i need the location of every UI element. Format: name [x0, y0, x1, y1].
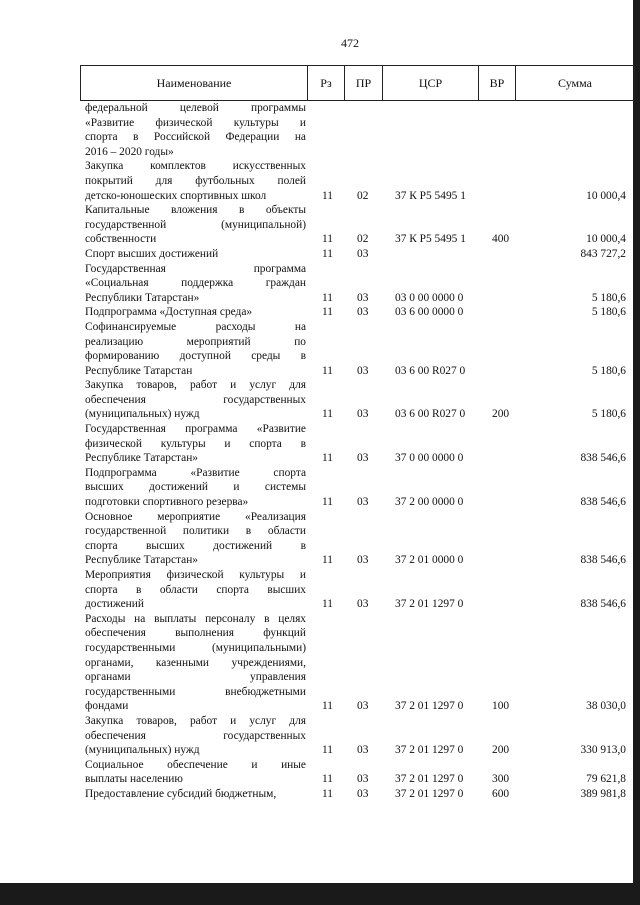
row-name-line: спорта высших достижений в	[85, 539, 306, 552]
row-name-line: «Развитие физической культуры и	[85, 116, 306, 129]
header-name: Наименование	[81, 66, 308, 101]
row-sum: 5 180,6	[591, 408, 626, 421]
row-name-line: Республике Татарстан	[85, 364, 193, 377]
row-name-line: подготовки спортивного резерва»	[85, 496, 249, 509]
row-csr: 37 0 00 0000 0	[395, 452, 464, 465]
row-pr: 03	[357, 364, 369, 377]
row-sum: 10 000,4	[586, 189, 626, 202]
row-name-line: высших достижений и системы	[85, 481, 306, 494]
row-csr: 03 6 00 R027 0	[395, 408, 466, 421]
row-csr: 37 2 01 0000 0	[395, 554, 464, 567]
row-name	[85, 305, 306, 320]
row-rz: 11	[322, 554, 333, 567]
row-rz: 11	[322, 787, 333, 800]
row-pr: 03	[357, 787, 369, 800]
row-csr: 37 2 01 1297 0	[395, 773, 464, 786]
row-sum: 838 546,6	[580, 496, 626, 509]
row-vr: 600	[492, 787, 510, 800]
row-name-line: обеспечения выполнения функций	[85, 627, 306, 640]
row-rz: 11	[322, 598, 333, 611]
row-name-line: Закупка комплектов искусственных	[85, 160, 306, 173]
row-name	[85, 101, 306, 159]
row-sum: 38 030,0	[586, 700, 626, 713]
row-name-line: детско-юношеских спортивных школ	[85, 189, 267, 202]
row-pr: 03	[357, 496, 369, 509]
row-name-line: Предоставление субсидий бюджетным,	[85, 787, 277, 800]
row-name-line: спорта в области спорта высших	[85, 583, 306, 596]
row-csr: 37 2 01 1297 0	[395, 787, 464, 800]
row-rz: 11	[322, 496, 333, 509]
row-sum: 5 180,6	[591, 364, 626, 377]
budget-rows	[0, 101, 640, 802]
row-sum: 330 913,0	[580, 744, 626, 757]
row-name-line: собственности	[85, 233, 157, 246]
row-sum: 843 727,2	[580, 247, 626, 260]
row-rz: 11	[322, 306, 333, 319]
row-rz: 11	[322, 364, 333, 377]
row-name-line: фондами	[85, 700, 129, 713]
table-row	[0, 305, 640, 320]
row-name-line: Республики Татарстан»	[85, 291, 200, 304]
row-name-line: Основное мероприятие «Реализация	[85, 510, 306, 523]
row-name-line: федеральной целевой программы	[85, 102, 306, 114]
row-pr: 03	[357, 700, 369, 713]
header-vr: ВР	[479, 66, 516, 101]
row-rz: 11	[322, 247, 333, 260]
row-name-line: Государственная программа	[85, 262, 306, 275]
row-csr: 03 0 00 0000 0	[395, 291, 464, 304]
row-name	[85, 247, 306, 262]
row-pr: 02	[357, 189, 369, 202]
table-row	[0, 612, 640, 714]
row-name-line: Спорт высших достижений	[85, 247, 219, 260]
header-rz: Рз	[308, 66, 345, 101]
row-name-line: формированию доступной среды в	[85, 350, 306, 363]
row-sum: 838 546,6	[580, 598, 626, 611]
row-sum: 389 981,8	[580, 787, 626, 800]
table-row	[0, 422, 640, 466]
row-name-line: органами управления	[85, 671, 306, 684]
row-vr: 200	[492, 744, 510, 757]
row-pr: 03	[357, 773, 369, 786]
header-pr: ПР	[345, 66, 383, 101]
row-name	[85, 159, 306, 203]
row-rz: 11	[322, 189, 333, 202]
row-name-line: выплаты населению	[85, 773, 183, 786]
row-name-line: покрытий для футбольных полей	[85, 174, 306, 187]
row-name-line: Закупка товаров, работ и услуг для	[85, 379, 306, 392]
row-csr: 37 К Р5 5495 1	[395, 189, 466, 202]
table-row	[0, 758, 640, 787]
row-name-line: «Социальная поддержка граждан	[85, 277, 306, 290]
row-name-line: 2016 – 2020 годы»	[85, 145, 174, 158]
row-pr: 03	[357, 452, 369, 465]
row-name-line: Софинансируемые расходы на	[85, 320, 306, 333]
row-rz: 11	[322, 700, 333, 713]
row-sum: 79 621,8	[586, 773, 626, 786]
page-number: 472	[341, 36, 359, 50]
row-name	[85, 787, 306, 802]
table-row	[0, 203, 640, 247]
row-name-line: физической культуры и спорта в	[85, 437, 306, 450]
row-pr: 03	[357, 247, 369, 260]
row-name-line: достижений	[85, 598, 144, 611]
row-sum: 5 180,6	[591, 306, 626, 319]
row-csr: 03 6 00 R027 0	[395, 364, 466, 377]
row-rz: 11	[322, 233, 333, 246]
table-row	[0, 101, 640, 159]
table-row	[0, 262, 640, 306]
table-row	[0, 787, 640, 802]
row-csr: 37 К Р5 5495 1	[395, 233, 466, 246]
row-pr: 02	[357, 233, 369, 246]
row-vr: 400	[492, 233, 510, 246]
row-rz: 11	[322, 452, 333, 465]
row-name-line: реализацию мероприятий по	[85, 335, 306, 348]
row-pr: 03	[357, 554, 369, 567]
row-name-line: Социальное обеспечение и иные	[85, 758, 306, 771]
row-sum: 5 180,6	[591, 291, 626, 304]
row-name-line: Мероприятия физической культуры и	[85, 569, 306, 581]
row-name-line: государственными внебюджетными	[85, 685, 306, 698]
table-row	[0, 568, 640, 612]
row-name-line: органами, казенными учреждениями,	[85, 656, 306, 669]
row-pr: 03	[357, 291, 369, 304]
row-pr: 03	[357, 306, 369, 319]
row-rz: 11	[322, 744, 333, 757]
table-header	[80, 65, 635, 101]
row-name-line: Подпрограмма «Развитие спорта	[85, 466, 306, 479]
row-vr: 300	[492, 773, 510, 786]
row-name-line: Республике Татарстан»	[85, 554, 198, 567]
row-name	[85, 422, 306, 466]
row-name-line: обеспечения государственных	[85, 393, 306, 406]
row-name	[85, 510, 306, 568]
table-row	[0, 159, 640, 203]
row-name-line: обеспечения государственных	[85, 729, 306, 742]
header-csr: ЦСР	[383, 66, 479, 101]
scan-edge-bottom	[0, 883, 640, 905]
table-row	[0, 378, 640, 422]
row-name-line: Подпрограмма «Доступная среда»	[85, 306, 253, 319]
row-csr: 37 2 01 1297 0	[395, 744, 464, 757]
table-row	[0, 320, 640, 378]
row-name-line: Капитальные вложения в объекты	[85, 204, 306, 217]
row-csr: 37 2 00 0000 0	[395, 496, 464, 509]
row-name	[85, 612, 306, 714]
row-pr: 03	[357, 408, 369, 421]
row-name	[85, 568, 306, 612]
row-pr: 03	[357, 598, 369, 611]
row-name-line: спорта в Российской Федерации на	[85, 131, 306, 144]
row-name-line: государственной политики в области	[85, 525, 306, 538]
table-row	[0, 510, 640, 568]
row-name-line: государственной (муниципальной)	[85, 218, 306, 231]
row-rz: 11	[322, 773, 333, 786]
row-name-line: государственными (муниципальными)	[85, 641, 306, 654]
row-name-line: Республике Татарстан»	[85, 452, 198, 465]
row-csr: 37 2 01 1297 0	[395, 598, 464, 611]
row-rz: 11	[322, 408, 333, 421]
row-csr: 03 6 00 0000 0	[395, 306, 464, 319]
row-name	[85, 758, 306, 787]
row-name-line: (муниципальных) нужд	[85, 408, 200, 421]
row-name-line: Закупка товаров, работ и услуг для	[85, 714, 306, 727]
row-name	[85, 320, 306, 378]
row-name	[85, 262, 306, 306]
row-name	[85, 466, 306, 510]
header-sum: Сумма	[516, 66, 635, 101]
row-name-line: Государственная программа «Развитие	[85, 423, 306, 436]
table-row	[0, 247, 640, 262]
row-pr: 03	[357, 744, 369, 757]
row-name	[85, 714, 306, 758]
row-name-line: Расходы на выплаты персоналу в целях	[85, 612, 306, 625]
row-sum: 10 000,4	[586, 233, 626, 246]
row-name	[85, 203, 306, 247]
row-vr: 200	[492, 408, 510, 421]
table-row	[0, 466, 640, 510]
row-name	[85, 378, 306, 422]
row-name-line: (муниципальных) нужд	[85, 744, 200, 757]
table-row	[0, 714, 640, 758]
row-sum: 838 546,6	[580, 554, 626, 567]
row-sum: 838 546,6	[580, 452, 626, 465]
row-rz: 11	[322, 291, 333, 304]
row-vr: 100	[492, 700, 510, 713]
row-csr: 37 2 01 1297 0	[395, 700, 464, 713]
